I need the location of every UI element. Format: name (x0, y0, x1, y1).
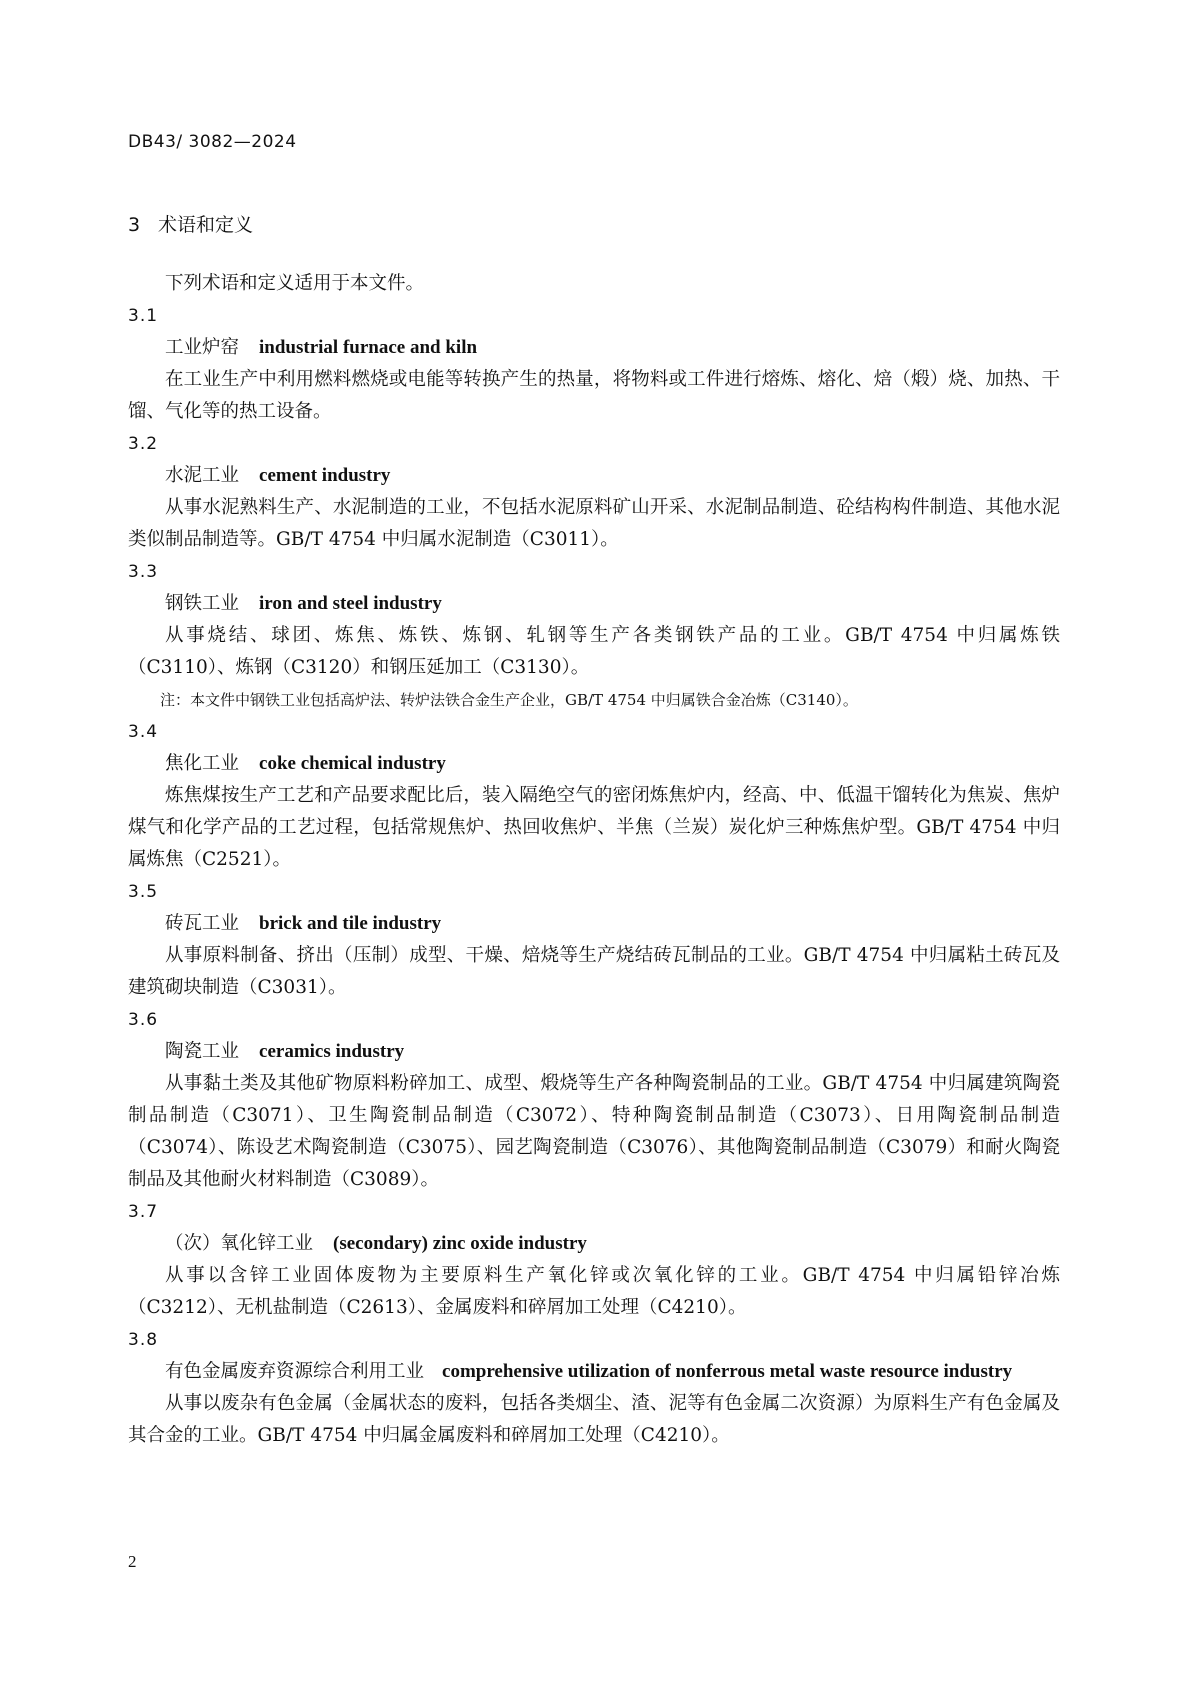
document-code: DB43/ 3082—2024 (128, 132, 297, 152)
term-en: comprehensive utilization of nonferrous metal waste resource industry (442, 1361, 1013, 1382)
term-number: 3.8 (128, 1330, 159, 1350)
document-body (128, 268, 1060, 1452)
term-number: 3.2 (128, 434, 159, 454)
term-title (128, 1228, 1060, 1260)
page-number: 2 (128, 1552, 137, 1571)
term-en: (secondary) zinc oxide industry (333, 1233, 587, 1254)
term-title (128, 1356, 1060, 1388)
term-definition: 在工业生产中利用燃料燃烧或电能等转换产生的热量，将物料或工件进行熔炼、熔化、焙（煅）烧、加热、干馏、气化等的热工设备。 (128, 369, 1060, 422)
term-zh: 水泥工业 (165, 465, 240, 486)
term-number: 3.3 (128, 562, 159, 582)
term-title (128, 588, 1060, 620)
term-zh: 陶瓷工业 (165, 1041, 240, 1062)
term-zh: 有色金属废弃资源综合利用工业 (165, 1361, 425, 1382)
term-definition: 从事水泥熟料生产、水泥制造的工业，不包括水泥原料矿山开采、水泥制品制造、砼结构构件制造、其他水泥类似制品制造等。GB/T 4754 中归属水泥制造（C3011）。 (128, 497, 1060, 550)
intro-paragraph: 下列术语和定义适用于本文件。 (165, 273, 425, 294)
term-zh: （次）氧化锌工业 (165, 1233, 314, 1254)
term-zh: 钢铁工业 (165, 593, 240, 614)
term-definition: 炼焦煤按生产工艺和产品要求配比后，装入隔绝空气的密闭炼焦炉内，经高、中、低温干馏转化为焦炭、焦炉煤气和化学产品的工艺过程，包括常规焦炉、热回收焦炉、半焦（兰炭）炭化炉三种炼焦炉型。GB/T 4754 中归属炼焦（C2521）。 (128, 785, 1060, 870)
term-note: 注：本文件中钢铁工业包括高炉法、转炉法铁合金生产企业，GB/T 4754 中归属铁合金冶炼（C3140）。 (160, 691, 858, 709)
term-definition: 从事原料制备、挤出（压制）成型、干燥、焙烧等生产烧结砖瓦制品的工业。GB/T 4754 中归属粘土砖瓦及建筑砌块制造（C3031）。 (128, 945, 1060, 998)
chapter-title: 术语和定义 (158, 214, 254, 236)
term-definition: 从事烧结、球团、炼焦、炼铁、炼钢、轧钢等生产各类钢铁产品的工业。GB/T 4754 中归属炼铁（C3110）、炼钢（C3120）和钢压延加工（C3130）。 (128, 625, 1060, 678)
term-number: 3.5 (128, 882, 159, 902)
term-en: brick and tile industry (259, 913, 442, 934)
term-title (128, 332, 1060, 364)
chapter-heading (128, 210, 253, 237)
term-en: ceramics industry (259, 1041, 405, 1062)
term-en: coke chemical industry (259, 753, 446, 774)
term-number: 3.1 (128, 306, 159, 326)
term-number: 3.7 (128, 1202, 159, 1222)
term-title (128, 1036, 1060, 1068)
term-title (128, 460, 1060, 492)
term-definition: 从事以含锌工业固体废物为主要原料生产氧化锌或次氧化锌的工业。GB/T 4754 中归属铅锌冶炼（C3212）、无机盐制造（C2613）、金属废料和碎屑加工处理（C4210）。 (128, 1265, 1060, 1318)
term-number: 3.6 (128, 1010, 159, 1030)
chapter-number: 3 (128, 214, 141, 236)
term-title (128, 908, 1060, 940)
term-definition: 从事黏土类及其他矿物原料粉碎加工、成型、煅烧等生产各种陶瓷制品的工业。GB/T 4754 中归属建筑陶瓷制品制造（C3071）、卫生陶瓷制品制造（C3072）、特种陶瓷制品制造（C3073）、日用陶瓷制品制造（C3074）、陈设艺术陶瓷制造（C3075）、园艺陶瓷制造（C3076）、其他陶瓷制品制造（C3079）和耐火陶瓷制品及其他耐火材料制造（C3089）。 (128, 1073, 1060, 1190)
term-zh: 焦化工业 (165, 753, 240, 774)
term-en: iron and steel industry (259, 593, 442, 614)
term-zh: 工业炉窑 (165, 337, 240, 358)
term-en: cement industry (259, 465, 391, 486)
term-title (128, 748, 1060, 780)
term-definition: 从事以废杂有色金属（金属状态的废料，包括各类烟尘、渣、泥等有色金属二次资源）为原料生产有色金属及其合金的工业。GB/T 4754 中归属金属废料和碎屑加工处理（C4210）。 (128, 1393, 1060, 1446)
term-zh: 砖瓦工业 (165, 913, 240, 934)
term-number: 3.4 (128, 722, 159, 742)
term-en: industrial furnace and kiln (259, 337, 478, 358)
